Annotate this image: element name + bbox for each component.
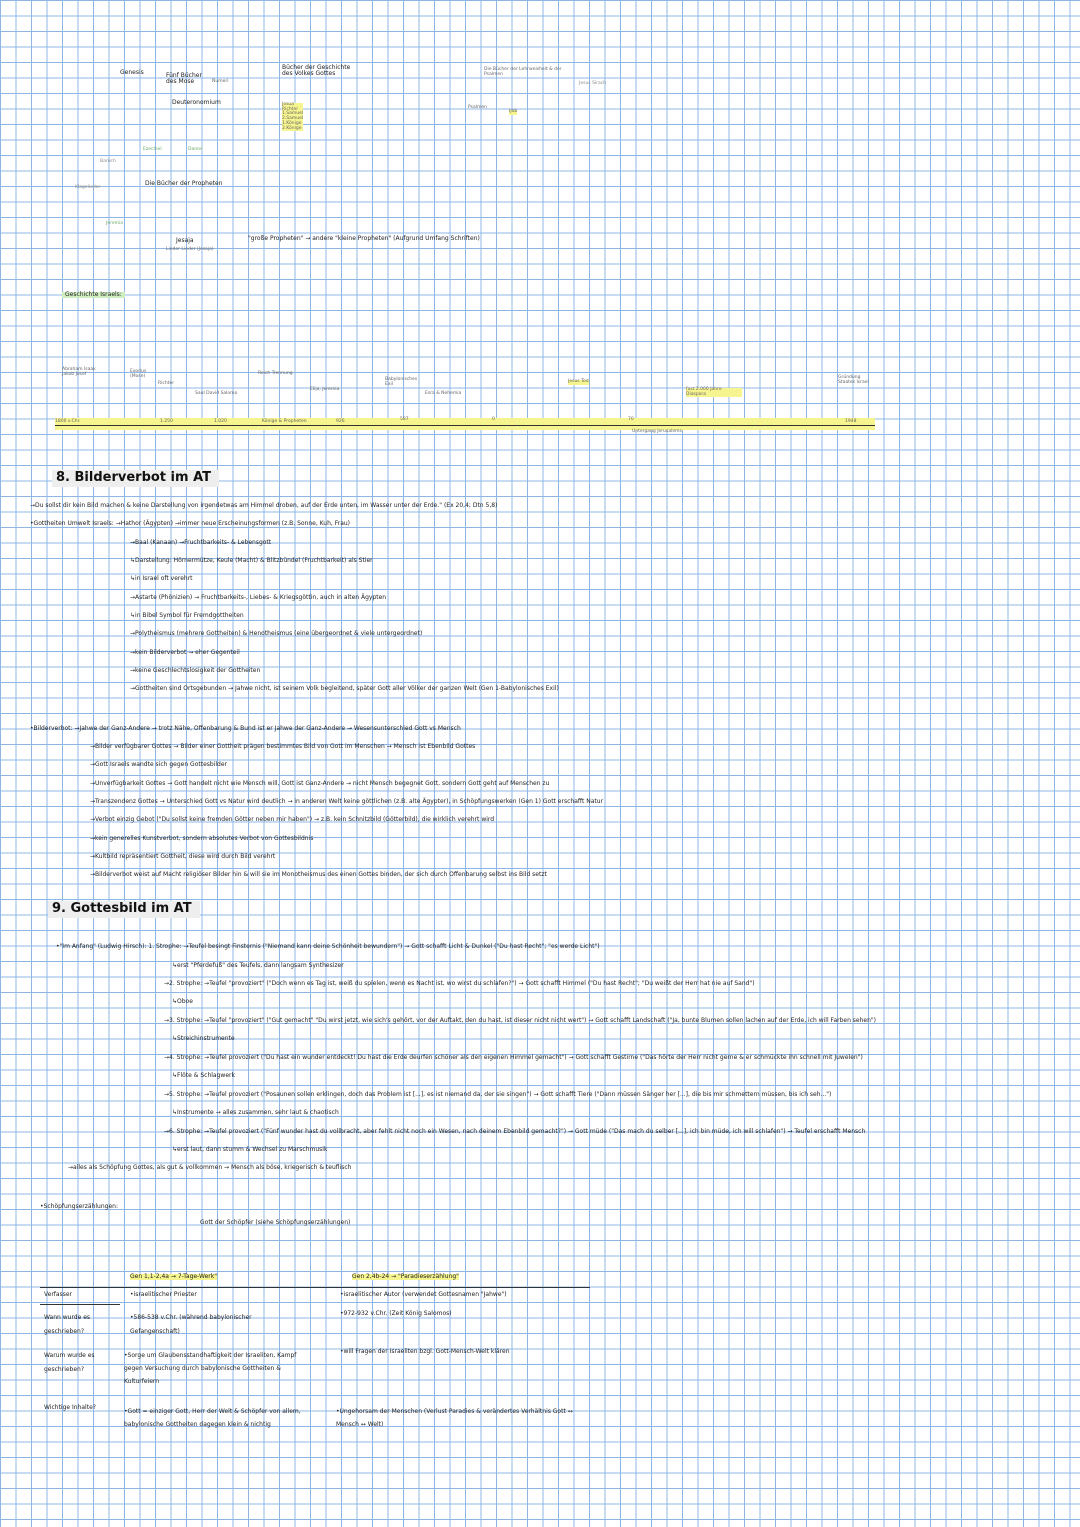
text-line: →6. Strophe: →Teufel provoziert ("Fünf wunder hast du vollbracht, aber fehlt nicht noch ein Wesen, nach deinem Ebenbild gemacht?") → Gott müde ("Das mach du selber [...], ich bin müde, ich will schlafen") → Teufel erschafft Mensch bbox=[164, 1128, 866, 1135]
text-line: →Unverfügbarkeit Gottes → Gott handelt nicht wie Mensch will, Gott ist Ganz-Andere → nicht Mensch begegnet Gott, sondern Gott geht auf Menschen zu bbox=[90, 780, 550, 787]
timeline-event: Elija, Jeremia bbox=[310, 387, 340, 392]
text-line: →Kultbild repräsentiert Gottheit, diese wird durch Bild verehrt bbox=[90, 853, 276, 860]
text-line: →Polytheismus (mehrere Gottheiten) & Henotheismus (eine übergeordnet & viele untergeordnet) bbox=[130, 630, 423, 637]
daniel-label: Daniel bbox=[188, 147, 203, 152]
geschichte-buecher-label: Bücher der Geschichte des Volkes Gottes bbox=[282, 64, 351, 78]
text-line: →5. Strophe: →Teufel provoziert ("Posaunen sollen erklingen, doch das Problem ist [...], es ist niemand da, der sie singen") → Gott schafft Tiere ("Dann müssen Sänger her [...], die bis mir schmettern müssen, bis ich seh...") bbox=[164, 1091, 832, 1098]
book-item: 1.Samuel bbox=[282, 111, 304, 117]
geschichte-buecher-list bbox=[282, 103, 303, 131]
text-line: ↳erst laut, dann stumm & Wechsel zu Marschmusik bbox=[172, 1146, 328, 1153]
timeline-date: 0 bbox=[492, 417, 495, 422]
timeline-event: fast 2.000 Jahre Diaspora bbox=[686, 388, 742, 397]
text-line: →Verbot einzig Gebot ("Du sollst keine fremden Götter neben mir haben") → z.B. kein Schnitzbild (Götterbild), die wirklich verehrt wird bbox=[90, 816, 495, 823]
table-cell: •will Fragen der Israeliten bzgl. Gott-Mensch-Welt klären bbox=[340, 1348, 510, 1355]
row-label: Verfasser bbox=[44, 1291, 72, 1298]
timeline-event: Exodus (Mose) bbox=[130, 369, 147, 379]
text-line: •Bilderverbot: →Jahwe der Ganz-Andere → trotz Nähe, Offenbarung & Bund ist er Jahwe der Ganz-Andere → Wesensunterschied Gott vs Mensch bbox=[30, 725, 461, 732]
jesus-sirach-label: Jesus Sirach bbox=[579, 81, 607, 86]
text-line: →Gottheiten sind Ortsgebunden → Jahwe nicht, ist seinem Volk begleitend, später Gott aller Völker der ganzen Welt (Gen 1-Babylonisches Exil) bbox=[130, 685, 559, 692]
timeline-event: Gründung Staates Israel bbox=[838, 375, 869, 385]
text-line: →Astarte (Phönizien) → Fruchtbarkeits-, Liebes- & Kriegsgöttin, auch in alten Ägypten bbox=[130, 594, 387, 601]
text-line: ↳Instrumente → alles zusammen, sehr laut & chaotisch bbox=[172, 1109, 339, 1116]
book-item: Richter bbox=[282, 108, 303, 113]
timeline-date: 70 bbox=[628, 417, 634, 422]
table-cell: •israelitischer Priester bbox=[130, 1291, 197, 1298]
timeline-date: 587 bbox=[400, 417, 409, 422]
timeline-date: 1800 v.Chr. bbox=[55, 419, 81, 424]
text-line: →Du sollst dir kein Bild machen & keine Darstellung von irgendetwas am Himmel droben, auf der Erde unten, im Wasser unter der Erde." (Ex 20,4; Dtn 5,8) bbox=[30, 502, 498, 509]
propheten-buecher-label: Die Bücher der Propheten bbox=[145, 180, 223, 187]
table-cell: •Ungehorsam der Menschen (Verlust Paradies & verändertes Verhältnis Gott ↔ Mensch ↔ Welt) bbox=[336, 1408, 573, 1429]
baruch-label: Baruch bbox=[100, 159, 116, 164]
table-divider bbox=[40, 1304, 120, 1305]
table-cell: •586-538 v.Chr. (während babylonischer Gefangenschaft) bbox=[130, 1314, 252, 1335]
timeline-event: Könige & Propheten bbox=[262, 419, 307, 424]
text-line: →Gott Israels wandte sich gegen Gottesbilder bbox=[90, 761, 228, 768]
text-line: →2. Strophe: →Teufel "provoziert" ("Doch wenn es Tag ist, weiß du spielen, wenn es Nacht ist, wo wirst du schlafen?") → Gott schafft Himmel ("Du hast Recht"; "Du weißt der Herr hat nie auf Sand") bbox=[164, 980, 755, 987]
table-heading: •Schöpfungserzählungen: bbox=[40, 1203, 118, 1210]
text-line: ↳Flöte & Schlagwerk bbox=[172, 1072, 235, 1079]
table-cell: •Gott = einziger Gott, Herr der Welt & Schöpfer von allem, babylonische Gottheiten dagegen klein & nichtig bbox=[124, 1408, 301, 1429]
book-item: 1.Könige bbox=[282, 120, 302, 126]
timeline-event: Reich Trennung bbox=[258, 371, 293, 376]
text-line: •Gottheiten Umwelt Israels: →Hathor (Ägypten) →immer neue Erscheinungsformen (z.B. Sonne, Kuh, Frau) bbox=[30, 520, 351, 527]
timeline-date: 1948 bbox=[845, 419, 857, 424]
section-title: 8. Bilderverbot im AT bbox=[52, 470, 219, 487]
table-divider bbox=[40, 1287, 590, 1288]
text-line: ↳Streichinstrumente bbox=[172, 1035, 235, 1042]
row-label: Wann wurde es geschrieben? bbox=[44, 1314, 91, 1336]
timeline-event: Jesus Tod bbox=[568, 379, 589, 384]
column-header: Gen 2,4b-24 → "Paradieserzählung" bbox=[352, 1273, 459, 1280]
timeline-axis bbox=[55, 425, 875, 426]
table-center-label: Gott der Schöpfer (siehe Schöpfungserzählungen) bbox=[200, 1219, 351, 1226]
text-line: →kein generelles Kunstverbot, sondern absolutes Verbot von Gottesbildnis bbox=[90, 835, 314, 842]
timeline-heading: Geschichte Israels: bbox=[62, 292, 125, 298]
text-line: →Bilder verfügbarer Gottes → Bilder einer Gottheit prägen bestimmtes Bild von Gott im Menschen → Mensch ist Ebenbild Gottes bbox=[90, 743, 476, 750]
jesaja-sub-label: Lieder Lieder (Jesaja) bbox=[166, 247, 214, 252]
text-line: →alles als Schöpfung Gottes, als gut & vollkommen → Mensch als böse, kriegerisch & teuflisch bbox=[68, 1164, 352, 1171]
timeline-event: Babylonisches Exil bbox=[385, 377, 418, 387]
timeline-event: Untergang Jerusalems bbox=[632, 429, 682, 434]
deuteronomium-label: Deuteronomium bbox=[172, 99, 221, 106]
numeri-label: Numeri bbox=[212, 79, 229, 84]
row-label: Warum wurde es geschrieben? bbox=[44, 1352, 95, 1374]
text-line: ↳Oboe bbox=[172, 998, 193, 1005]
lehrweisheit-label: Die Bücher der Lehrweisheit & der Psalmen bbox=[484, 67, 562, 77]
jesaja-label: Jesaja bbox=[176, 237, 194, 244]
book-item: 2.Könige bbox=[282, 125, 302, 131]
text-line: →4. Strophe: →Teufel provoziert ("Du hast ein wunder entdeckt! Du hast die Erde deurfen schöner als den eigenen Himmel gemacht") → Gott schafft Gestirne ("Das hörte der Herr nicht gerne & er schmückte ihn schnell mit Juwelen") bbox=[164, 1054, 863, 1061]
text-line: •"Im Anfang" (Ludwig Hirsch): 1. Strophe: →Teufel besingt Finsternis ("Niemand kann deine Schönheit bewundern") → Gott schafft Licht & Dunkel ("Du hast Recht"; "es werde Licht") bbox=[56, 943, 600, 950]
timeline-event: Abraham Isaak Jakob Josef bbox=[62, 367, 96, 377]
timeline-date: 1.020 bbox=[214, 419, 227, 424]
text-line: →3. Strophe: →Teufel "provoziert" ("Gut gemacht" "Du wirst jetzt, wie sich's gehört, vor der Auftakt, den du hast, ist dieser nicht nicht wert") → Gott schafft Landschaft ("Ja, bunte Blumen sollen lachen auf der Erde, ich will Farben sehen") bbox=[164, 1017, 877, 1024]
text-line: →Bilderverbot weist auf Macht religiöser Bilder hin & will sie im Monotheismus des einen Gottes binden, der sich durch Offenbarung selbst ins Bild setzt bbox=[90, 871, 547, 878]
timeline-event: Esra & Nehemia bbox=[425, 391, 462, 396]
book-item: Josua bbox=[282, 103, 303, 108]
jeremia-label: Jeremia bbox=[106, 221, 124, 226]
ijob-label: Ijob bbox=[509, 109, 518, 114]
table-cell: •Sorge um Glaubensstandhaftigkeit der Israeliten, Kampf gegen Versuchung durch babylonische Gottheiten & Kulturfeiern bbox=[124, 1352, 297, 1386]
text-line: →kein Bilderverbot → eher Gegenteil bbox=[130, 649, 240, 656]
timeline-date: 1.250 bbox=[160, 419, 173, 424]
timeline-event: Richter bbox=[158, 381, 175, 386]
timeline-event: Saul David Salomo bbox=[195, 391, 238, 396]
book-item: 2.Samuel bbox=[282, 116, 304, 122]
timeline-bar bbox=[55, 418, 875, 430]
text-line: →keine Geschlechtslosigkeit der Gottheiten bbox=[130, 667, 261, 674]
fuenf-buecher-label: Fünf Bücher des Mose bbox=[166, 72, 202, 86]
table-cell: •972-932 v.Chr. (Zeit König Salomos) bbox=[340, 1310, 452, 1317]
text-line: ↳erst "Pferdefuß" des Teufels, dann langsam Synthesizer bbox=[172, 962, 344, 969]
text-line: ↳in Bibel Symbol für Fremdgottheiten bbox=[130, 612, 244, 619]
text-line: →Baal (Kanaan) →Fruchtbarkeits- & Lebensgott bbox=[130, 539, 272, 546]
section-title: 9. Gottesbild im AT bbox=[48, 901, 200, 918]
klagelieder-label: Klagelieder bbox=[75, 185, 101, 190]
genesis-label: Genesis bbox=[120, 69, 144, 76]
text-line: →Transzendenz Gottes → Unterschied Gott vs Natur wird deutlich → in anderen Welt keine göttlichen (z.B. alte Ägypter), in Schöpfungswerken (Gen 1) Gott erschafft Natur bbox=[90, 798, 604, 805]
grosse-propheten-note: "große Propheten" → andere "kleine Propheten" (Aufgrund Umfang Schriften) bbox=[248, 235, 480, 242]
ezechiel-label: Ezechiel bbox=[143, 147, 162, 152]
timeline-date: 926 bbox=[336, 419, 345, 424]
table-cell: •israelitischer Autor (verwendet Gottesnamen "Jahwe") bbox=[340, 1291, 507, 1298]
row-label: Wichtige Inhalte? bbox=[44, 1404, 96, 1411]
text-line: ↳Darstellung: Hörnermütze, Keule (Macht) & Blitzbündel (Fruchtbarkeit) als Stier bbox=[130, 557, 373, 564]
column-header: Gen 1,1-2,4a → 7-Tage-Werk" bbox=[130, 1273, 217, 1280]
psalmen-label: Psalmen bbox=[468, 105, 487, 110]
text-line: ↳in Israel oft verehrt bbox=[130, 575, 193, 582]
